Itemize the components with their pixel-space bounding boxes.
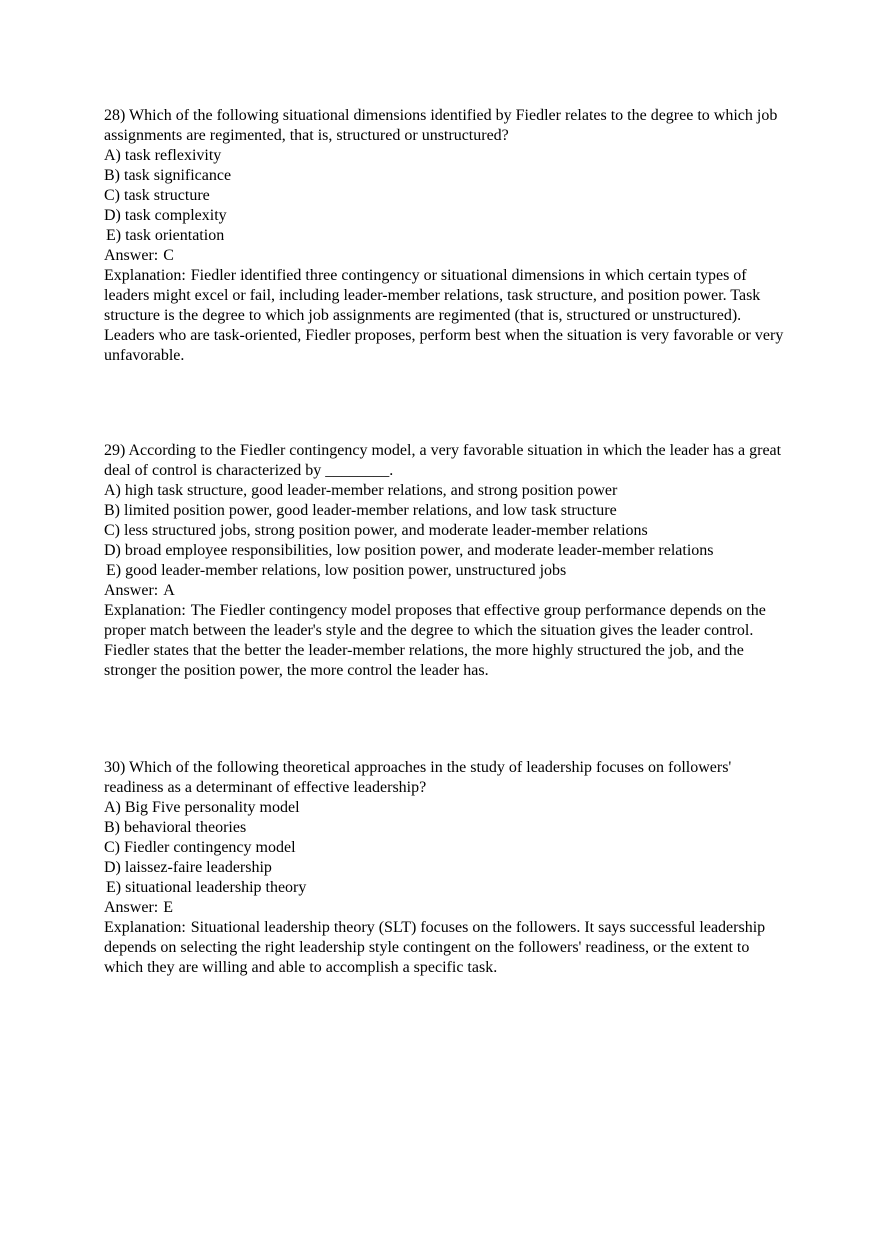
explanation-text: Situational leadership theory (SLT) focuses on the followers. It says successful leadership depends on selecting the right leadership style contingent on the followers' readiness, or the extent to which they are willing and able to accomplish a specific task.: [104, 919, 766, 976]
answer-value: E: [163, 899, 173, 916]
question-28: [104, 106, 784, 366]
option-a: A) task reflexivity: [104, 147, 222, 164]
answer-label: Answer:: [104, 899, 159, 916]
question-29: [104, 441, 784, 681]
answer-value: C: [163, 247, 174, 264]
question-stem: 29) According to the Fiedler contingency model, a very favorable situation in which the leader has a great deal of control is characterized by ________.: [104, 442, 782, 479]
option-a: A) Big Five personality model: [104, 799, 300, 816]
answer-value: A: [163, 582, 175, 599]
option-e: E) good leader-member relations, low position power, unstructured jobs: [106, 562, 567, 579]
option-d: D) task complexity: [104, 207, 227, 224]
question-stem: 30) Which of the following theoretical approaches in the study of leadership focuses on followers' readiness as a determinant of effective leadership?: [104, 759, 732, 796]
option-b: B) task significance: [104, 167, 232, 184]
option-b: B) limited position power, good leader-member relations, and low task structure: [104, 502, 617, 519]
explanation: [104, 918, 784, 978]
question-stem: 28) Which of the following situational dimensions identified by Fiedler relates to the degree to which job assignments are regimented, that is, structured or unstructured?: [104, 107, 778, 144]
explanation: [104, 601, 784, 681]
explanation-label: Explanation:: [104, 267, 186, 284]
answer-label: Answer:: [104, 247, 159, 264]
option-d: D) broad employee responsibilities, low position power, and moderate leader-member relations: [104, 542, 714, 559]
answer-label: Answer:: [104, 582, 159, 599]
option-c: C) Fiedler contingency model: [104, 839, 296, 856]
option-e: E) task orientation: [106, 227, 225, 244]
answer-line: [104, 898, 784, 918]
option-c: C) task structure: [104, 187, 210, 204]
option-c: C) less structured jobs, strong position power, and moderate leader-member relations: [104, 522, 648, 539]
explanation: [104, 266, 784, 366]
question-30: [104, 758, 784, 978]
option-b: B) behavioral theories: [104, 819, 247, 836]
answer-line: [104, 246, 784, 266]
explanation-label: Explanation:: [104, 919, 186, 936]
answer-line: [104, 581, 784, 601]
explanation-label: Explanation:: [104, 602, 186, 619]
explanation-text: The Fiedler contingency model proposes that effective group performance depends on the proper match between the leader's style and the degree to which the situation gives the leader control. Fiedler states that the better the leader-member relations, the more highly structured the job, and the stronger the position power, the more control the leader has.: [104, 602, 766, 679]
option-d: D) laissez-faire leadership: [104, 859, 272, 876]
option-e: E) situational leadership theory: [106, 879, 307, 896]
explanation-text: Fiedler identified three contingency or situational dimensions in which certain types of leaders might excel or fail, including leader-member relations, task structure, and position power. Task structure is the degree to which job assignments are regimented (that is, structured or unstructured). Leaders who are task-oriented, Fiedler proposes, perform best when the situation is very favorable or very unfavorable.: [104, 267, 784, 364]
option-a: A) high task structure, good leader-member relations, and strong position power: [104, 482, 618, 499]
